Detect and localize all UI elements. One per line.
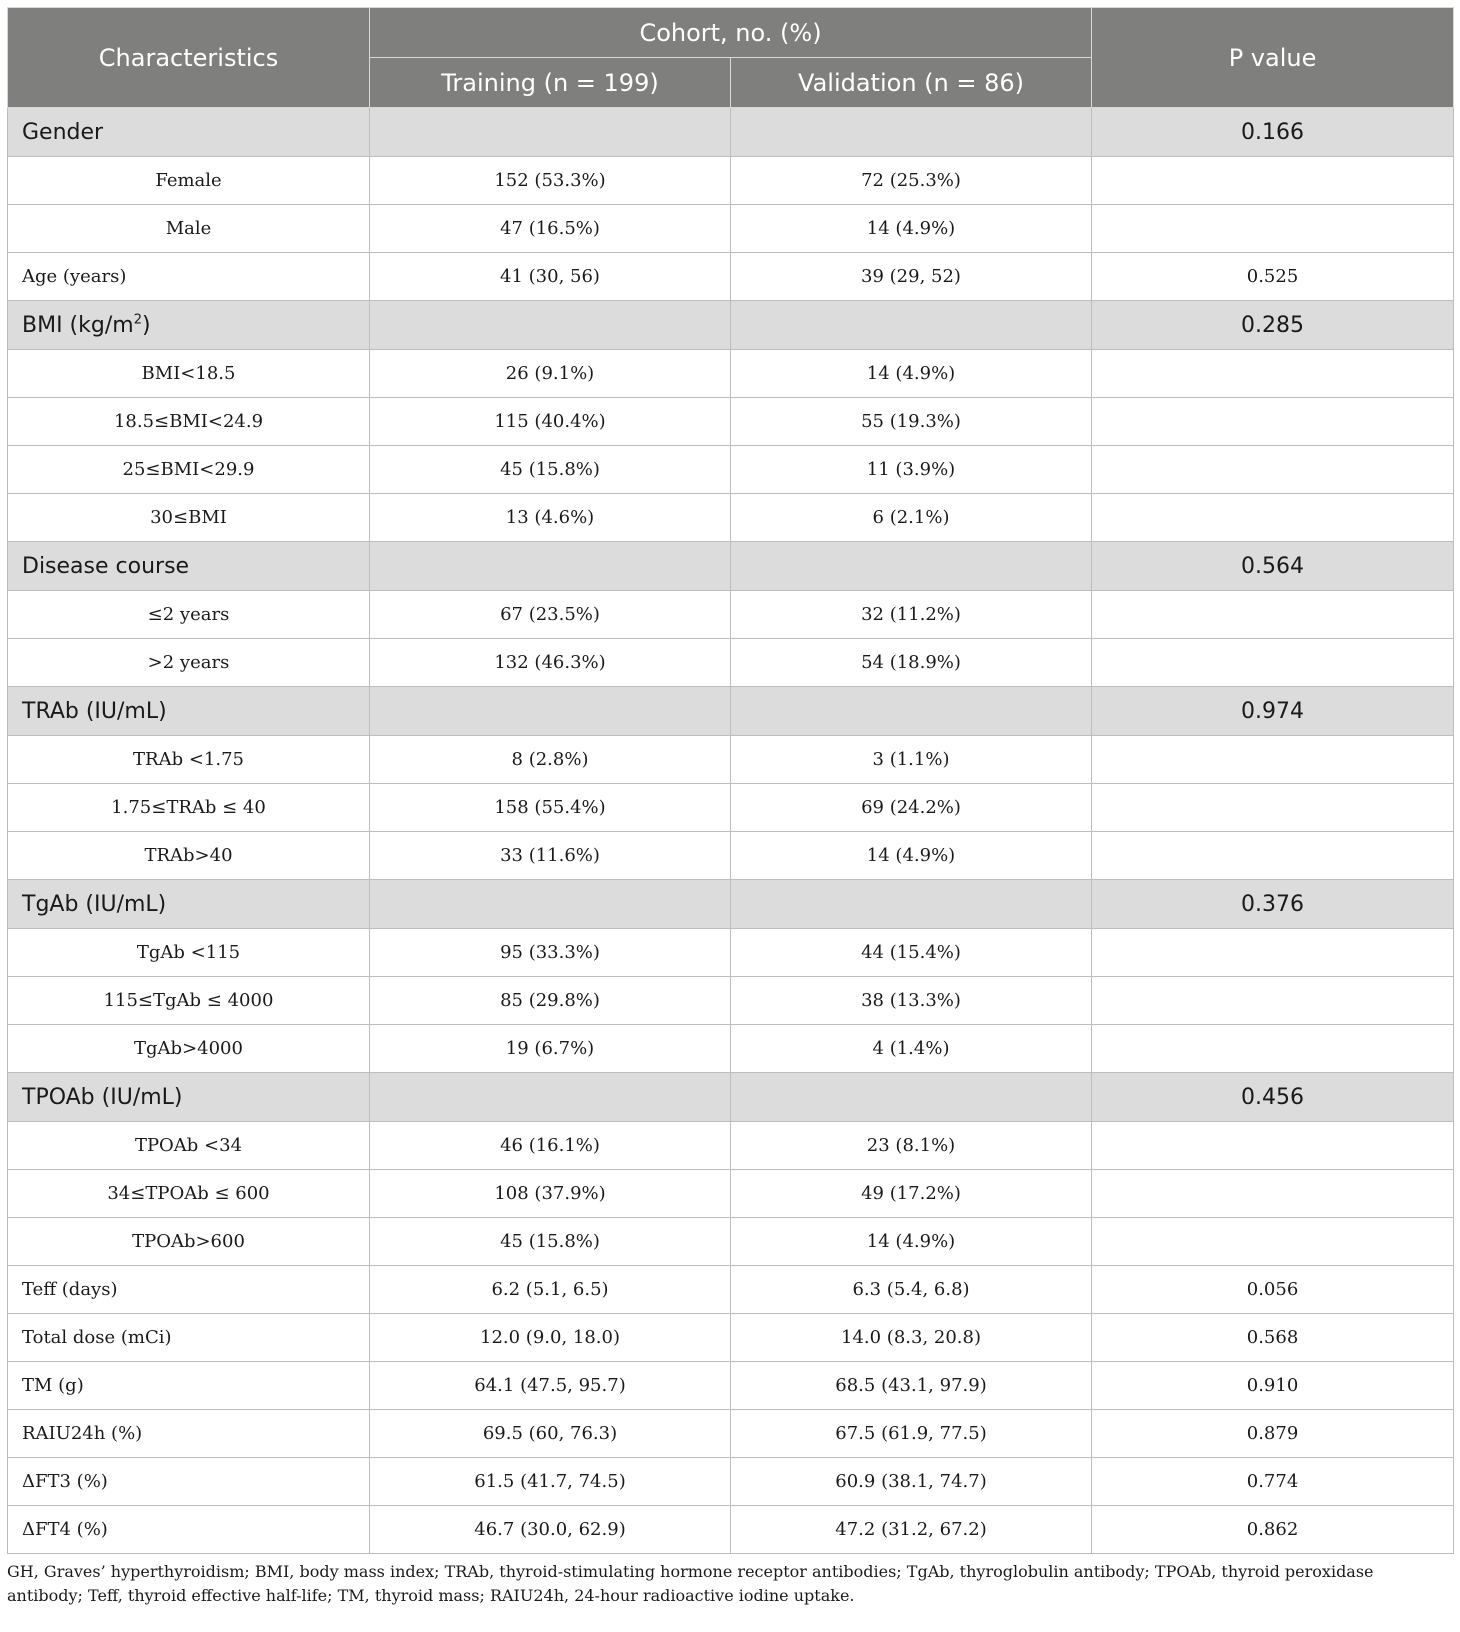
table-header <box>8 8 1454 108</box>
section-row <box>8 880 1454 929</box>
cell-p-value: 0.056 <box>1092 1266 1454 1314</box>
table-row <box>8 1314 1454 1362</box>
cell-training: 26 (9.1%) <box>370 350 731 398</box>
cell-p-value: 0.285 <box>1092 301 1454 350</box>
cell-validation: 6 (2.1%) <box>731 494 1092 542</box>
table-row <box>8 1122 1454 1170</box>
cell-training: 8 (2.8%) <box>370 736 731 784</box>
table-row <box>8 1458 1454 1506</box>
cell-validation: 38 (13.3%) <box>731 977 1092 1025</box>
cell-training: 95 (33.3%) <box>370 929 731 977</box>
cell-validation: 3 (1.1%) <box>731 736 1092 784</box>
cell-validation: 68.5 (43.1, 97.9) <box>731 1362 1092 1410</box>
header-training: Training (n = 199) <box>370 58 731 108</box>
table-row <box>8 1410 1454 1458</box>
row-label: ≤2 years <box>8 591 370 639</box>
row-label: Gender <box>8 108 370 157</box>
row-label: BMI $(kg/m^2)$ <box>8 301 370 350</box>
cell-training: 115 (40.4%) <box>370 398 731 446</box>
header-p-value: P value <box>1092 8 1454 108</box>
section-row <box>8 301 1454 350</box>
section-row <box>8 542 1454 591</box>
cell-training: 158 (55.4%) <box>370 784 731 832</box>
cell-training <box>370 108 731 157</box>
cell-training <box>370 542 731 591</box>
cell-p-value: 0.525 <box>1092 253 1454 301</box>
table-row <box>8 494 1454 542</box>
cell-p-value: 0.974 <box>1092 687 1454 736</box>
cell-validation: 67.5 (61.9, 77.5) <box>731 1410 1092 1458</box>
cell-p-value <box>1092 1025 1454 1073</box>
cell-p-value: 0.456 <box>1092 1073 1454 1122</box>
cell-p-value: 0.879 <box>1092 1410 1454 1458</box>
table-row <box>8 1218 1454 1266</box>
cell-validation <box>731 1073 1092 1122</box>
cell-p-value: 0.166 <box>1092 108 1454 157</box>
section-row <box>8 1073 1454 1122</box>
table-row <box>8 977 1454 1025</box>
cell-validation: 14 (4.9%) <box>731 1218 1092 1266</box>
cell-training: 46 (16.1%) <box>370 1122 731 1170</box>
cell-training: 67 (23.5%) <box>370 591 731 639</box>
table-body <box>8 108 1454 1554</box>
row-label: TPOAb (IU/mL) <box>8 1073 370 1122</box>
cell-p-value: 0.910 <box>1092 1362 1454 1410</box>
cell-validation <box>731 687 1092 736</box>
cell-validation: 44 (15.4%) <box>731 929 1092 977</box>
cell-validation: 14 (4.9%) <box>731 832 1092 880</box>
section-row <box>8 108 1454 157</box>
cell-training: 69.5 (60, 76.3) <box>370 1410 731 1458</box>
cell-training: 19 (6.7%) <box>370 1025 731 1073</box>
row-label: TgAb (IU/mL) <box>8 880 370 929</box>
table-row <box>8 1170 1454 1218</box>
cell-validation: 54 (18.9%) <box>731 639 1092 687</box>
row-label: BMI<18.5 <box>8 350 370 398</box>
row-label: Age (years) <box>8 253 370 301</box>
table-footnote: GH, Graves’ hyperthyroidism; BMI, body mass index; TRAb, thyroid-stimulating hormone receptor antibodies; TgAb, thyroglobulin antibody; TPOAb, thyroid peroxidase antibody; Teff, thyroid effective half-life; TM, thyroid mass; RAIU24h, 24-hour radioactive iodine uptake. <box>7 1562 1374 1605</box>
table-row <box>8 832 1454 880</box>
cell-validation: 55 (19.3%) <box>731 398 1092 446</box>
table-row <box>8 1362 1454 1410</box>
cell-training: 47 (16.5%) <box>370 205 731 253</box>
cell-validation: 60.9 (38.1, 74.7) <box>731 1458 1092 1506</box>
header-validation: Validation (n = 86) <box>731 58 1092 108</box>
cell-p-value <box>1092 591 1454 639</box>
cell-p-value <box>1092 977 1454 1025</box>
row-label: 25≤BMI<29.9 <box>8 446 370 494</box>
table-row <box>8 205 1454 253</box>
cell-p-value <box>1092 350 1454 398</box>
cell-p-value <box>1092 784 1454 832</box>
row-label: Total dose (mCi) <box>8 1314 370 1362</box>
cell-p-value <box>1092 1218 1454 1266</box>
cell-p-value: 0.376 <box>1092 880 1454 929</box>
cell-validation: 23 (8.1%) <box>731 1122 1092 1170</box>
cell-p-value <box>1092 639 1454 687</box>
cell-validation: 14.0 (8.3, 20.8) <box>731 1314 1092 1362</box>
cell-p-value: 0.568 <box>1092 1314 1454 1362</box>
cell-validation: 47.2 (31.2, 67.2) <box>731 1506 1092 1554</box>
cell-p-value: 0.774 <box>1092 1458 1454 1506</box>
cell-training: 41 (30, 56) <box>370 253 731 301</box>
cell-training: 12.0 (9.0, 18.0) <box>370 1314 731 1362</box>
cell-validation: 4 (1.4%) <box>731 1025 1092 1073</box>
row-label: ΔFT4 (%) <box>8 1506 370 1554</box>
row-label: RAIU24h (%) <box>8 1410 370 1458</box>
cell-validation: 69 (24.2%) <box>731 784 1092 832</box>
cell-training: 6.2 (5.1, 6.5) <box>370 1266 731 1314</box>
cell-training: 45 (15.8%) <box>370 446 731 494</box>
cell-training <box>370 301 731 350</box>
table-row <box>8 591 1454 639</box>
row-label: 34≤TPOAb ≤ 600 <box>8 1170 370 1218</box>
table-row <box>8 1506 1454 1554</box>
header-characteristics: Characteristics <box>8 8 370 108</box>
table-row <box>8 929 1454 977</box>
cell-validation <box>731 108 1092 157</box>
table-row <box>8 639 1454 687</box>
table-row <box>8 350 1454 398</box>
cell-training: 33 (11.6%) <box>370 832 731 880</box>
cell-p-value <box>1092 157 1454 205</box>
cell-validation: 32 (11.2%) <box>731 591 1092 639</box>
cell-training: 152 (53.3%) <box>370 157 731 205</box>
cell-p-value <box>1092 736 1454 784</box>
row-label: TPOAb <34 <box>8 1122 370 1170</box>
table-row <box>8 446 1454 494</box>
table-row <box>8 736 1454 784</box>
cell-training: 85 (29.8%) <box>370 977 731 1025</box>
cell-p-value: 0.564 <box>1092 542 1454 591</box>
cell-training <box>370 880 731 929</box>
cell-validation: 72 (25.3%) <box>731 157 1092 205</box>
cell-validation: 39 (29, 52) <box>731 253 1092 301</box>
row-label: TgAb>4000 <box>8 1025 370 1073</box>
row-label: 115≤TgAb ≤ 4000 <box>8 977 370 1025</box>
row-label: ΔFT3 (%) <box>8 1458 370 1506</box>
row-label: Teff (days) <box>8 1266 370 1314</box>
row-label: 30≤BMI <box>8 494 370 542</box>
row-label: Disease course <box>8 542 370 591</box>
row-label: TRAb <1.75 <box>8 736 370 784</box>
table-row <box>8 1025 1454 1073</box>
row-label: TPOAb>600 <box>8 1218 370 1266</box>
cell-validation <box>731 301 1092 350</box>
cell-training: 61.5 (41.7, 74.5) <box>370 1458 731 1506</box>
cell-training <box>370 1073 731 1122</box>
row-label: TgAb <115 <box>8 929 370 977</box>
row-label: TRAb>40 <box>8 832 370 880</box>
cell-validation: 14 (4.9%) <box>731 205 1092 253</box>
cell-training: 132 (46.3%) <box>370 639 731 687</box>
table-row <box>8 784 1454 832</box>
row-label: TM (g) <box>8 1362 370 1410</box>
cell-validation <box>731 542 1092 591</box>
cell-validation <box>731 880 1092 929</box>
cell-validation: 49 (17.2%) <box>731 1170 1092 1218</box>
cell-p-value <box>1092 398 1454 446</box>
row-label: Female <box>8 157 370 205</box>
table-container <box>7 7 1453 1608</box>
cell-training: 13 (4.6%) <box>370 494 731 542</box>
characteristics-table <box>7 7 1454 1554</box>
row-label: >2 years <box>8 639 370 687</box>
row-label: TRAb (IU/mL) <box>8 687 370 736</box>
cell-p-value: 0.862 <box>1092 1506 1454 1554</box>
cell-p-value <box>1092 1122 1454 1170</box>
cell-p-value <box>1092 446 1454 494</box>
row-label: 1.75≤TRAb ≤ 40 <box>8 784 370 832</box>
cell-validation: 11 (3.9%) <box>731 446 1092 494</box>
cell-p-value <box>1092 832 1454 880</box>
cell-p-value <box>1092 929 1454 977</box>
table-row <box>8 1266 1454 1314</box>
cell-p-value <box>1092 1170 1454 1218</box>
section-row <box>8 687 1454 736</box>
table-row <box>8 253 1454 301</box>
cell-training: 64.1 (47.5, 95.7) <box>370 1362 731 1410</box>
header-cohort: Cohort, no. (%) <box>370 8 1092 58</box>
cell-training: 108 (37.9%) <box>370 1170 731 1218</box>
table-row <box>8 398 1454 446</box>
table-row <box>8 157 1454 205</box>
row-label: 18.5≤BMI<24.9 <box>8 398 370 446</box>
cell-training: 46.7 (30.0, 62.9) <box>370 1506 731 1554</box>
cell-validation: 14 (4.9%) <box>731 350 1092 398</box>
row-label: Male <box>8 205 370 253</box>
cell-training: 45 (15.8%) <box>370 1218 731 1266</box>
cell-p-value <box>1092 205 1454 253</box>
cell-p-value <box>1092 494 1454 542</box>
cell-validation: 6.3 (5.4, 6.8) <box>731 1266 1092 1314</box>
cell-training <box>370 687 731 736</box>
